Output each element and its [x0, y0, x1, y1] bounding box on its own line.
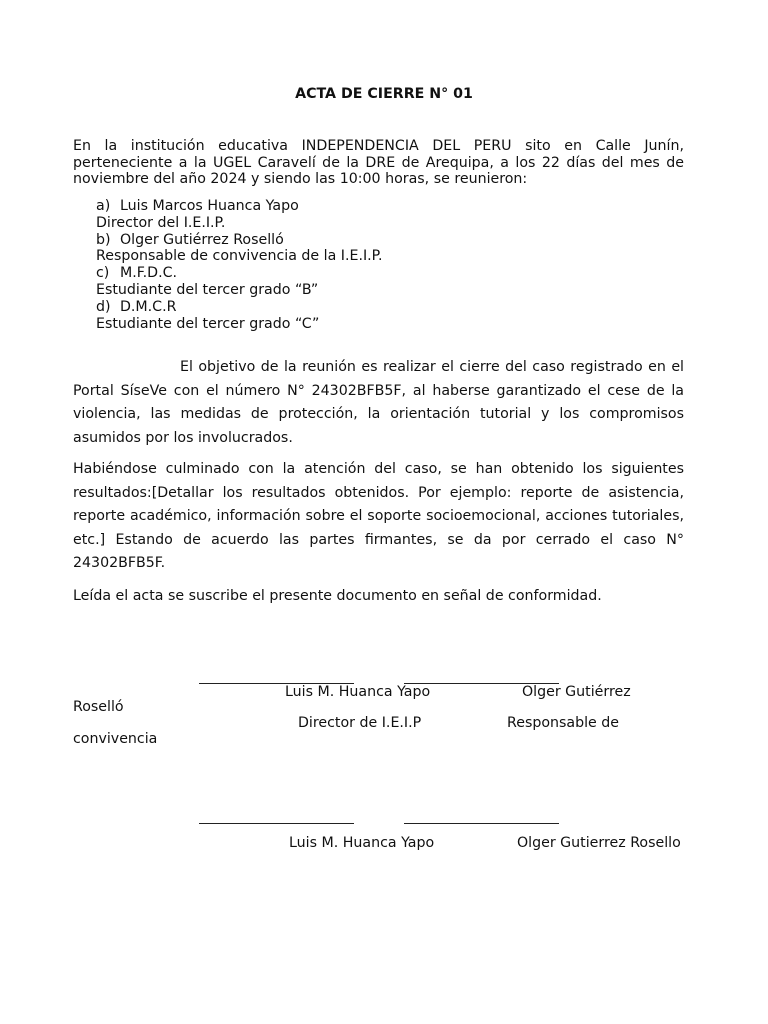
list-item [96, 198, 383, 232]
signature-line-left-2 [199, 823, 354, 824]
attendee-name: M.F.D.C. [120, 265, 177, 282]
paragraph-line: 24302BFB5F. [73, 555, 166, 571]
intro-line: En la institución educativa INDEPENDENCIA DEL PERU sito en Calle Junín, [73, 138, 684, 154]
signatory-name-left: Luis M. Huanca Yapo [285, 684, 431, 700]
paragraph-line: reporte académico, información sobre el soporte socioemocional, acciones tutoriales, [73, 508, 684, 524]
attendee-name: Olger Gutiérrez Roselló [120, 231, 284, 248]
paragraph-line: Habiéndose culminado con la atención del caso, se han obtenido los siguientes [73, 461, 684, 477]
paragraph-line: Portal SíseVe con el número N° 24302BFB5F, al haberse garantizado el cese de la [73, 382, 684, 399]
intro-line: noviembre del año 2024 y siendo las 10:00 horas, se reunieron: [73, 171, 528, 187]
paragraph-line: El objetivo de la reunión es realizar el cierre del caso registrado en el [180, 359, 684, 375]
objective-paragraph [73, 356, 684, 450]
list-item [96, 299, 383, 333]
attendee-role: Responsable de convivencia de la I.E.I.P. [96, 248, 383, 265]
signatory-name-right: Olger Gutiérrez [522, 684, 631, 700]
signatory-name-right-2: Olger Gutierrez Rosello [517, 835, 681, 851]
signature-line-right-2 [404, 823, 559, 824]
list-marker: a) [96, 198, 111, 214]
intro-paragraph [73, 138, 684, 188]
list-marker: c) [96, 265, 110, 282]
list-item [96, 232, 383, 266]
signatory-role-right: Responsable de [507, 715, 620, 731]
list-item [96, 265, 383, 299]
list-marker: d) [96, 298, 111, 315]
attendee-role: Director del I.E.I.P. [96, 214, 226, 231]
paragraph-line: etc.] Estando de acuerdo las partes firmantes, se da por cerrado el caso N° [73, 531, 684, 548]
attendee-role: Estudiante del tercer grado “C” [96, 315, 320, 332]
attendee-list [96, 198, 383, 332]
closing-line: Leída el acta se suscribe el presente documento en señal de conformidad. [73, 588, 602, 604]
signatory-name-left-2: Luis M. Huanca Yapo [289, 835, 435, 851]
document-title: ACTA DE CIERRE N° 01 [295, 86, 473, 102]
signatory-name-right-wrap: Roselló [73, 699, 124, 715]
paragraph-line: asumidos por los involucrados. [73, 429, 293, 446]
signatory-role-left: Director de I.E.I.P [298, 715, 422, 731]
signatory-role-right-wrap: convivencia [73, 731, 158, 747]
attendee-role: Estudiante del tercer grado “B” [96, 281, 319, 298]
list-marker: b) [96, 231, 111, 248]
intro-line: perteneciente a la UGEL Caravelí de la DRE de Arequipa, a los 22 días del mes de [73, 154, 684, 171]
attendee-name: Luis Marcos Huanca Yapo [120, 198, 299, 214]
attendee-name: D.M.C.R [120, 298, 177, 315]
results-paragraph [73, 458, 684, 576]
paragraph-line: violencia, las medidas de protección, la orientación tutorial y los compromisos [73, 406, 684, 422]
paragraph-line: resultados:[Detallar los resultados obtenidos. Por ejemplo: reporte de asistencia, [73, 484, 684, 501]
